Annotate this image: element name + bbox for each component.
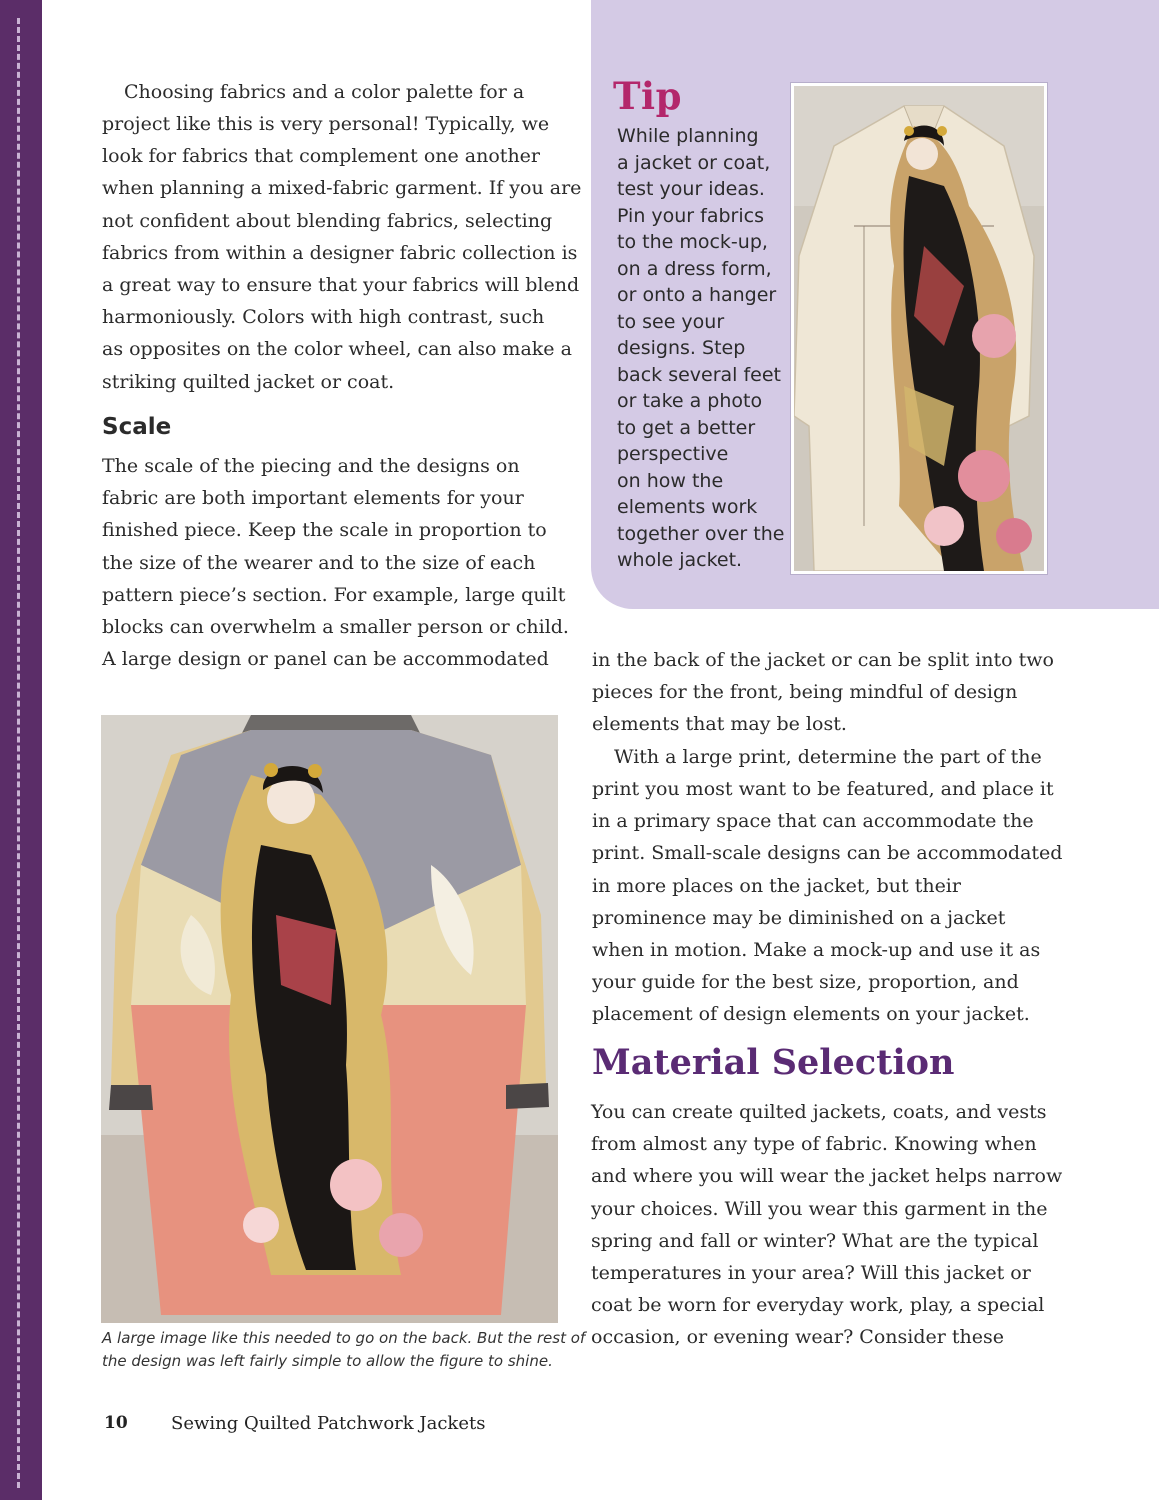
large-print-paragraph-body: print you most want to be featured, and place it in a primary space that can accommodate the print. Small-scale designs can be accommodated in more places on the jacket, but their prominence may be diminished on a jacket when in motion. Make a mock-up and use it as your guide for the best size, proportion, and placement of design elements on your jacket. <box>592 778 1063 1026</box>
quilted-jacket-illustration <box>101 715 558 1323</box>
page-number: 10 <box>104 1413 128 1433</box>
intro-paragraph-body: project like this is very personal! Typically, we look for fabrics that complement one another when planning a mixed-fabric garment. If you are not confident about blending fabrics, selecting fabrics from within a designer fabric collection is a great way to ensure that your fabrics will blend harmoniously. Colors with high contrast, such as opposites on the color wheel, can also make a striking quilted jacket or coat. <box>102 113 582 393</box>
photo-caption: A large image like this needed to go on the back. But the rest of the design was left fairly simple to allow the figure to shine. <box>102 1329 586 1370</box>
scale-paragraph: The scale of the piecing and the designs on fabric are both important elements for your finished piece. Keep the scale in proportion to the size of the wearer and to the size of each pattern piece’s section. For example, large quilt blocks can overwhelm a smaller person or child. A large design or panel can be accommodated <box>102 455 569 671</box>
scale-heading: Scale <box>102 414 172 440</box>
tip-text: While planning a jacket or coat, test your ideas. Pin your fabrics to the mock-up, on a dress form, or onto a hanger to see your designs. Step back several feet or take a photo to get a better perspective on how the elements work together over the whole jacket. <box>617 125 785 571</box>
cream-jacket-illustration <box>794 86 1044 571</box>
book-title-footer: Sewing Quilted Patchwork Jackets <box>171 1413 486 1434</box>
material-paragraph: You can create quilted jackets, coats, and vests from almost any type of fabric. Knowing when and where you will wear the jacket helps narrow your choices. Will you wear this garment in the spring and fall or winter? What are the typical temperatures in your area? Will this jacket or coat be worn for everyday work, play, a special occasion, or evening wear? Consider these <box>591 1101 1063 1349</box>
stitch-line <box>17 18 20 1488</box>
large-print-paragraph: With a large print, determine the part of the <box>614 746 1042 768</box>
material-selection-heading: Material Selection <box>592 1042 955 1083</box>
quilted-jacket-photo <box>101 715 558 1323</box>
intro-paragraph: Choosing fabrics and a color palette for a <box>124 81 525 103</box>
page-spine-bar <box>0 0 42 1500</box>
cream-jacket-photo <box>791 83 1047 574</box>
tip-heading: Tip <box>613 74 682 118</box>
continuation-paragraph: in the back of the jacket or can be split into two pieces for the front, being mindful of design elements that may be lost. <box>592 649 1054 736</box>
